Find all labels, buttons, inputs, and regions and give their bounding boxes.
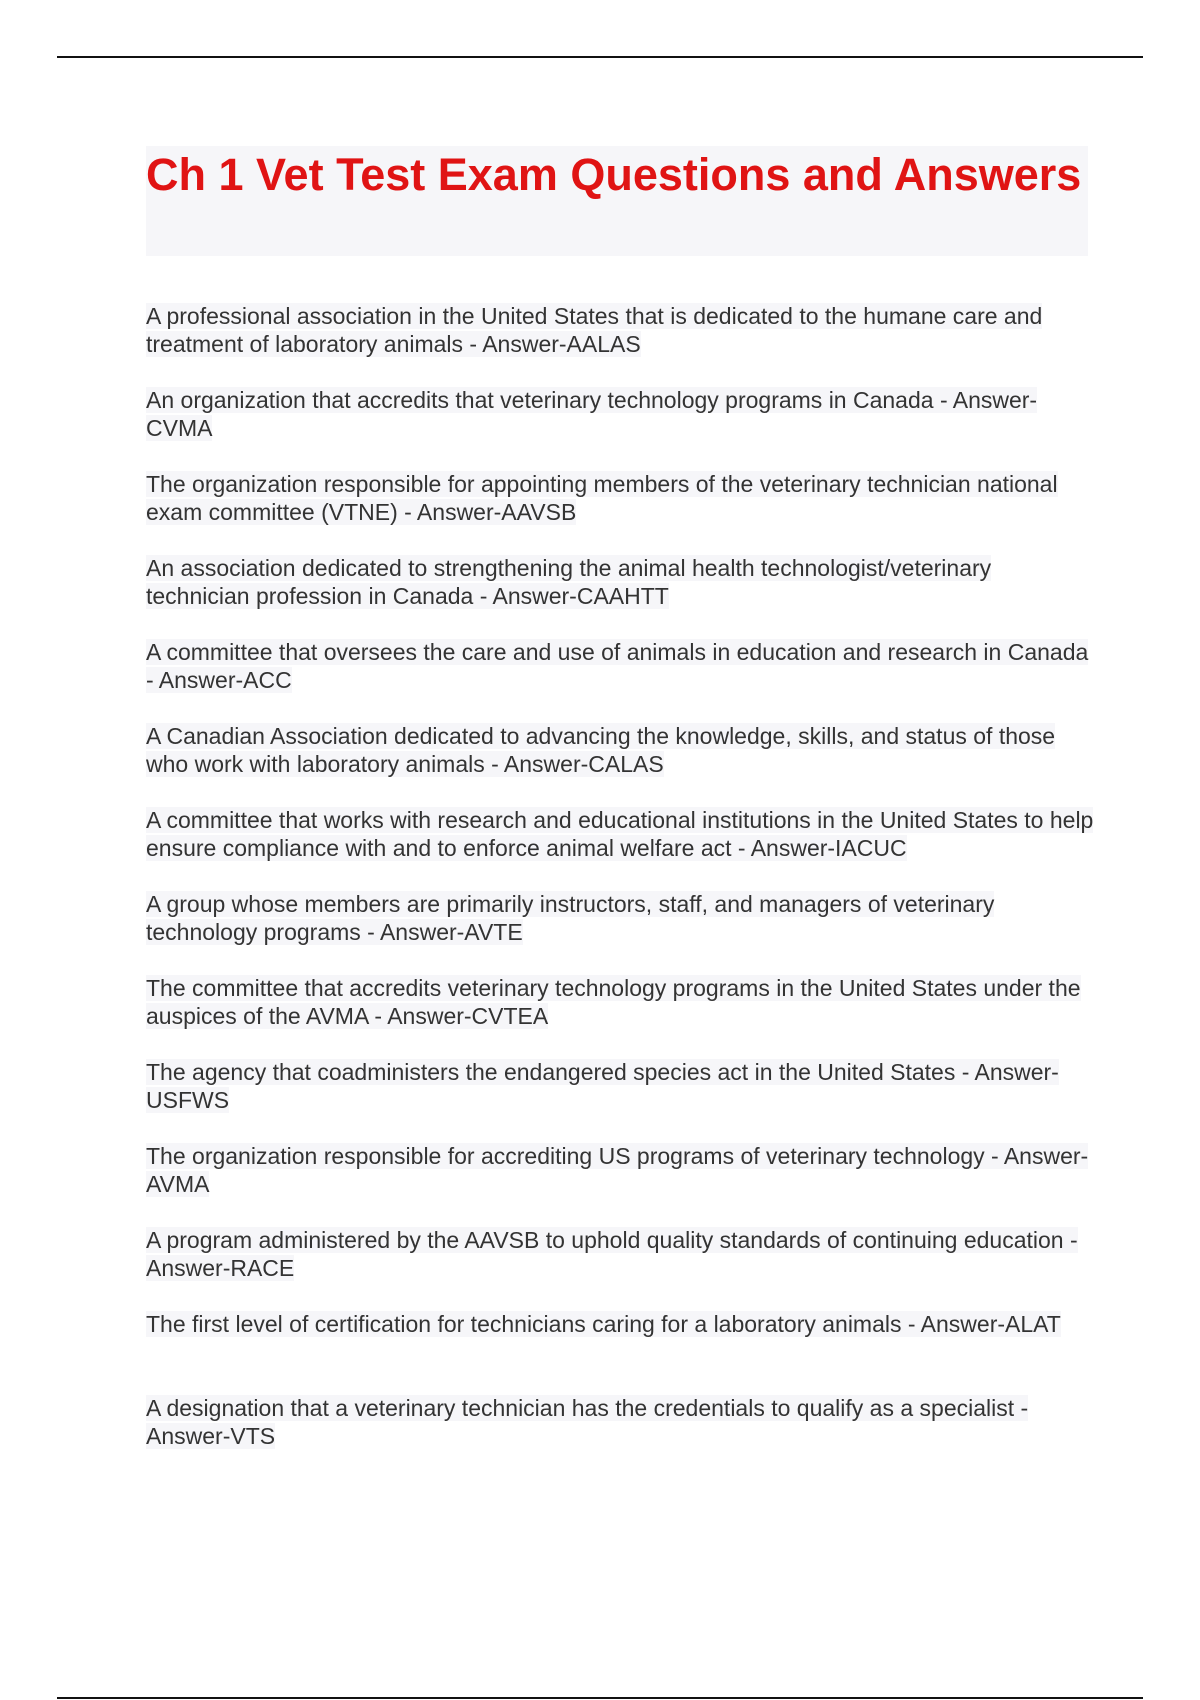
qa-item-12	[146, 1226, 1096, 1282]
qa-item-11	[146, 1142, 1096, 1198]
qa-item-4	[146, 554, 1096, 610]
qa-text: The committee that accredits veterinary technology programs in the United States under the auspices of the AVMA - Answer-CVTEA	[146, 975, 1081, 1029]
qa-item-13	[146, 1310, 1096, 1366]
bottom-rule	[57, 1697, 1143, 1699]
qa-text: The organization responsible for appointing members of the veterinary technician national exam committee (VTNE) - Answer-AAVSB	[146, 471, 1058, 525]
qa-text: A designation that a veterinary technician has the credentials to qualify as a specialist - Answer-VTS	[146, 1395, 1029, 1449]
qa-text: The organization responsible for accrediting US programs of veterinary technology - Answer-AVMA	[146, 1143, 1089, 1197]
title-block	[146, 146, 1088, 256]
qa-text: A program administered by the AAVSB to uphold quality standards of continuing education - Answer-RACE	[146, 1227, 1078, 1281]
qa-item-2	[146, 386, 1096, 442]
qa-text: The first level of certification for technicians caring for a laboratory animals - Answer-ALAT	[146, 1311, 1061, 1337]
page-title: Ch 1 Vet Test Exam Questions and Answers	[146, 149, 1082, 200]
qa-text: An association dedicated to strengthening the animal health technologist/veterinary technician profession in Canada - Answer-CAAHTT	[146, 555, 992, 609]
qa-item-3	[146, 470, 1096, 526]
qa-text: A committee that works with research and educational institutions in the United States to help ensure compliance with and to enforce animal welfare act - Answer-IACUC	[146, 807, 1094, 861]
qa-item-1	[146, 302, 1096, 358]
qa-list	[146, 302, 1096, 1478]
qa-item-9	[146, 974, 1096, 1030]
qa-text: A group whose members are primarily instructors, staff, and managers of veterinary technology programs - Answer-AVTE	[146, 891, 995, 945]
top-rule	[57, 56, 1143, 58]
qa-item-10	[146, 1058, 1096, 1114]
qa-item-8	[146, 890, 1096, 946]
qa-text: A Canadian Association dedicated to advancing the knowledge, skills, and status of those who work with laboratory animals - Answer-CALAS	[146, 723, 1056, 777]
qa-item-5	[146, 638, 1096, 694]
qa-text: A committee that oversees the care and use of animals in education and research in Canada - Answer-ACC	[146, 639, 1089, 693]
qa-text: The agency that coadministers the endangered species act in the United States - Answer-USFWS	[146, 1059, 1059, 1113]
qa-text: A professional association in the United States that is dedicated to the humane care and treatment of laboratory animals - Answer-AALAS	[146, 303, 1043, 357]
qa-item-14	[146, 1394, 1096, 1450]
qa-item-6	[146, 722, 1096, 778]
qa-item-7	[146, 806, 1096, 862]
qa-text: An organization that accredits that veterinary technology programs in Canada - Answer-CVMA	[146, 387, 1038, 441]
